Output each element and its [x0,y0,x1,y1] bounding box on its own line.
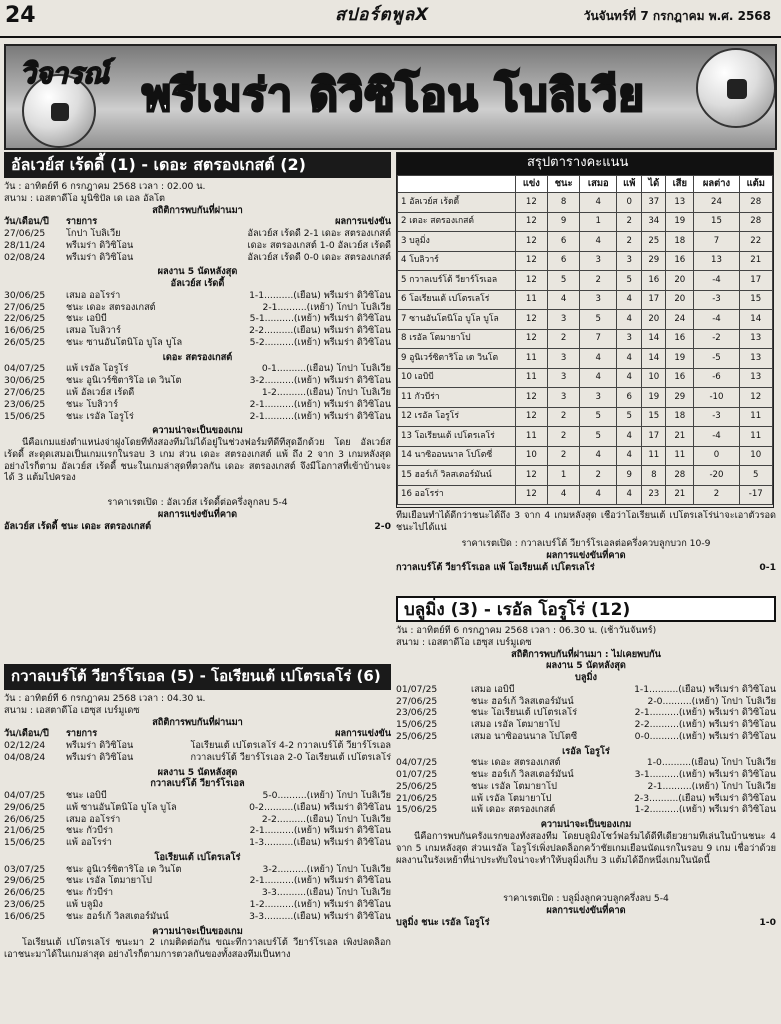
stat-cell: 22 [739,232,772,252]
stat-cell: 3 [547,349,580,369]
issue-date: วันจันทร์ที่ 7 กรกฎาคม พ.ศ. 2568 [583,9,771,23]
stat-cell: 15 [642,407,666,427]
match-2-date: วัน : อาทิตย์ที่ 6 กรกฎาคม 2568 เวลา : 04.30 น. [4,693,206,704]
standings-row [398,349,773,369]
stat-cell: 12 [516,193,548,213]
stat-cell: 4 [580,349,617,369]
stat-cell: 4 [617,427,642,447]
form-row: 04/07/25 แพ้ เรอัล โอรูโร่ 0-1..........(เยือน) โกปา โบลิเวีย [4,363,391,375]
stat-cell: 2 [547,446,580,466]
opening-price: ราคาเรตเปิด : อัลเวย์ส เร้ดดี้ต่อครึ่งลูกลบ 5-4 [107,497,288,509]
stat-cell: 20 [666,271,694,291]
match-1-date: วัน : อาทิตย์ที่ 6 กรกฎาคม 2568 เวลา : 02.00 น. [4,181,206,192]
stat-cell: 5 [580,427,617,447]
form-row: 30/06/25 เสมอ ออโรร่า 1-1..........(เยือน) พรีเมร่า ดิวิซิโอน [4,289,391,301]
match-2-continued [396,510,776,573]
stat-cell: 12 [516,251,548,271]
stat-cell: -6 [694,368,739,388]
stat-cell: 12 [516,232,548,252]
analysis-title: ความน่าจะเป็นของเกม [540,819,632,831]
stat-cell: 12 [516,310,548,330]
stat-cell: -5 [694,349,739,369]
form-team-a: อัลเวย์ส เร้ดดี้ [170,278,225,290]
stat-cell: 5 [580,407,617,427]
banner-label: วิจารณ์ [20,57,109,90]
stat-cell: 0 [694,446,739,466]
stat-cell: 1 [580,212,617,232]
stat-cell: 3 [547,368,580,388]
stat-cell: 17 [642,427,666,447]
analysis-continued: ทีมเยือนทำได้ดีกว่าชนะได้ถึง 3 จาก 4 เกมหลังสุด เชื่อว่าโอเรียนเต้ เปโตรเลโร่น่าจะเอาตัวรอดชนะไปได้แน่ [396,510,776,533]
form-row: 23/06/25 ชนะ โบลิวาร์ 2-1..........(เหย้า) พรีเมร่า ดิวิซิโอน [4,398,391,410]
stat-cell: -4 [694,427,739,447]
stat-cell: 5 [547,271,580,291]
form-title: ผลงาน 5 นัดหลังสุด [546,660,626,672]
form-title: ผลงาน 5 นัดหลังสุด [157,766,238,778]
stat-cell: 15 [739,290,772,310]
stat-cell: 7 [694,232,739,252]
stat-cell: 3 [547,388,580,408]
match-1-venue: สนาม : เอสตาดีโอ มูนิซิปัล เด เอล อัลโต [4,192,166,204]
form-row: 03/07/25 ชนะ อูนิเวร์ซิตาริโอ เด วินโต 3-2..........(เหย้า) โกปา โบลิเวีย [4,863,391,875]
form-row: 22/06/25 ชนะ เอบิบี 5-1..........(เหย้า) พรีเมร่า ดิวิซิโอน [4,313,391,325]
stat-cell: 4 [547,290,580,310]
form-row: 30/06/25 ชนะ อูนิเวร์ซิตาริโอ เด วินโต 3-2..........(เหย้า) พรีเมร่า ดิวิซิโอน [4,375,391,387]
form-row: 01/07/25 เสมอ เอบิบี 1-1..........(เยือน) พรีเมร่า ดิวิซิโอน [396,683,776,695]
stat-cell: -4 [694,271,739,291]
stat-cell: 16 [666,251,694,271]
stat-cell: 4 [617,485,642,505]
stat-cell: 21 [666,427,694,447]
stat-cell: 18 [666,232,694,252]
stat-cell: 12 [516,329,548,349]
prediction-score: 1-0 [759,916,776,928]
stat-cell: 11 [739,427,772,447]
h2h-row: 04/08/24 พรีเมร่า ดิวิซิโอน กวาลเบร์โต้ วียาร์โรเอล 2-0 โอเรียนเต้ เปโตรเลโร่ [4,751,391,763]
opening-price: ราคาเรตเปิด : บลูมิ่งลูกควบลูกครึ่งลบ 5-4 [503,893,669,905]
prediction-row [396,562,776,574]
match-3-date: วัน : อาทิตย์ที่ 6 กรกฎาคม 2568 เวลา : 06.30 น. (เช้าวันจันทร์) [396,625,657,636]
stat-cell: 5 [739,466,772,486]
stat-cell: -17 [739,485,772,505]
standings-body [398,193,773,505]
standings-row [398,193,773,213]
stat-cell: 5 [617,407,642,427]
stat-cell: 12 [516,212,548,232]
stat-cell: 4 [617,290,642,310]
team-cell: 16 ออโรร่า [398,485,516,505]
match-1-section [4,152,391,532]
match-3-venue: สนาม : เอสตาดีโอ เฮซุส เบร์มูเดซ [396,636,532,648]
page-header [0,0,781,38]
form-row: 01/07/25 ชนะ ฮอร์เก้ วิลสเตอร์มันน์ 3-1..........(เหย้า) พรีเมร่า ดิวิซิโอน [396,769,776,781]
h2h-title: สถิติการพบกันที่ผ่านมา [152,204,243,216]
h2h-row: 27/06/25 โกปา โบลิเวีย อัลเวย์ส เร้ดดี้ 2-1 เดอะ สตรองเกสต์ [4,228,391,240]
stat-cell: 2 [580,466,617,486]
stat-cell: 3 [580,251,617,271]
team-cell: 2 เดอะ สตรองเกสต์ [398,212,516,232]
match-2-title: กวาลเบร์โต้ วียาร์โรเอล (5) - โอเรียนเต้ เปโตรเลโร่ (6) [4,664,391,690]
stat-cell: 11 [516,368,548,388]
form-team-b: เรอัล โอรูโร่ [562,745,610,757]
stat-cell: 4 [580,193,617,213]
stat-cell: 2 [547,427,580,447]
stat-cell: 24 [666,310,694,330]
stat-cell: 3 [617,329,642,349]
stat-cell: 11 [516,290,548,310]
standings-row [398,251,773,271]
stat-cell: 4 [617,349,642,369]
standings-row [398,232,773,252]
standings-row [398,388,773,408]
stat-cell: 16 [666,368,694,388]
standings-grid [397,175,773,505]
standings-row [398,271,773,291]
team-cell: 1 อัลเวย์ส เร้ดดี้ [398,193,516,213]
team-cell: 7 ซานอันโตนิโอ บูโล บูโล [398,310,516,330]
form-row: 21/06/25 ชนะ กัวบีร่า 2-1..........(เหย้า) พรีเมร่า ดิวิซิโอน [4,825,391,837]
prediction-title: ผลการแข่งขันที่คาด [546,549,626,561]
stat-cell: 19 [666,212,694,232]
form-list-b [396,757,776,816]
stat-cell: 4 [617,446,642,466]
form-row: 27/06/25 ชนะ ฮอร์เก้ วิลสเตอร์มันน์ 2-0..........(เหย้า) โกปา โบลิเวีย [396,695,776,707]
h2h-header: วัน/เดือน/ปี รายการ ผลการแข่งขัน [4,216,391,228]
stat-cell: 8 [642,466,666,486]
stat-cell: 3 [580,388,617,408]
h2h-line: สถิติการพบกันที่ผ่านมา : ไม่เคยพบกัน [511,648,661,660]
stat-cell: 4 [547,485,580,505]
stat-cell: 14 [642,349,666,369]
stat-cell: -20 [694,466,739,486]
analysis-title: ความน่าจะเป็นของเกม [152,425,243,437]
stat-cell: 21 [666,485,694,505]
stat-cell: 14 [642,329,666,349]
prediction-text: อัลเวย์ส เร้ดดี้ ชนะ เดอะ สตรองเกสต์ [4,520,152,532]
analysis-text: โอเรียนเต้ เปโตรเลโร่ ชนะมา 2 เกมติดต่อกัน ขณะที่กวาลเบร์โต้ วียาร์โรเอล เพิ่งปลดล็อกเอาชนะมาได้ในเกมล่าสุด อย่างไรก็ตามการตวลกันของทั้งสองทีมเป็นทาง [4,937,391,961]
form-row: 26/06/25 เสมอ ออโรร่า 2-2..........(เยือน) โกปา โบลิเวีย [4,813,391,825]
publication-logo: สปอร์ตพูลX [335,5,430,25]
stat-cell: 4 [580,446,617,466]
h2h-list [4,740,391,764]
form-row: 15/06/25 เสมอ เรอัล โตมายาโป 2-2..........(เหย้า) พรีเมร่า ดิวิซิโอน [396,719,776,731]
stat-cell: 2 [547,407,580,427]
match-3-section [396,596,776,928]
form-row: 26/05/25 ชนะ ซานอันโตนิโอ บูโล บูโล 5-2..........(เหย้า) พรีเมร่า ดิวิซิโอน [4,336,391,348]
stat-cell: 2 [617,232,642,252]
stat-cell: 11 [739,407,772,427]
prediction-score: 0-1 [759,561,776,573]
stat-cell: 1 [547,466,580,486]
stat-cell: 3 [617,251,642,271]
team-cell: 6 โอเรียนเต้ เปโตรเลโร่ [398,290,516,310]
standings-table [396,152,774,508]
stat-cell: 16 [666,329,694,349]
form-row: 04/07/25 ชนะ เดอะ สตรองเกสต์ 1-0..........(เยือน) โกปา โบลิเวีย [396,757,776,769]
prediction-text: บลูมิ่ง ชนะ เรอัล โอรูโร่ [396,916,490,928]
team-cell: 14 นาซิออนนาล โปโตซี่ [398,446,516,466]
stat-cell: 7 [580,329,617,349]
h2h-row: 28/11/24 พรีเมร่า ดิวิซิโอน เดอะ สตรองเกสต์ 1-0 อัลเวย์ส เร้ดดี้ [4,239,391,251]
stat-cell: 28 [739,193,772,213]
standings-header: แข่ง ชนะ เสมอ แพ้ ได้ เสีย ผลต่าง แต้ม [398,176,773,193]
stat-cell: 3 [547,310,580,330]
standings-row [398,329,773,349]
form-row: 29/06/25 ชนะ เรอัล โตมายาโป 2-1..........(เหย้า) พรีเมร่า ดิวิซิโอน [4,875,391,887]
stat-cell: 13 [739,368,772,388]
stat-cell: 29 [666,388,694,408]
stat-cell: 11 [516,349,548,369]
stat-cell: 12 [516,271,548,291]
stat-cell: 2 [580,271,617,291]
stat-cell: 13 [739,349,772,369]
analysis-title: ความน่าจะเป็นของเกม [152,925,243,937]
stat-cell: 14 [739,310,772,330]
stat-cell: 28 [666,466,694,486]
team-cell: 9 อูนิเวร์ซิตาริโอ เด วินโต [398,349,516,369]
form-team-b: โอเรียนเต้ เปโตรเลโร่ [154,851,241,863]
form-row: 26/06/25 ชนะ กัวบีร่า 3-3..........(เยือน) โกปา โบลิเวีย [4,887,391,899]
prediction-row [396,917,776,929]
stat-cell: 4 [580,232,617,252]
standings-row [398,290,773,310]
stat-cell: 4 [617,310,642,330]
form-row: 21/06/25 แพ้ เรอัล โตมายาโป 2-3..........(เยือน) พรีเมร่า ดิวิซิโอน [396,792,776,804]
stat-cell: 10 [642,368,666,388]
standings-title: สรุปตารางคะแนน [397,153,773,175]
stat-cell: 20 [642,310,666,330]
form-row: 04/07/25 ชนะ เอบิบี 5-0..........(เหย้า) โกปา โบลิเวีย [4,790,391,802]
form-list-b [4,864,391,923]
stat-cell: 5 [580,310,617,330]
team-cell: 8 เรอัล โตมายาโป [398,329,516,349]
stat-cell: 10 [516,446,548,466]
stat-cell: 8 [547,193,580,213]
form-row: 15/06/25 แพ้ ออโรร่า 1-3..........(เยือน) พรีเมร่า ดิวิซิโอน [4,837,391,849]
stat-cell: 2 [617,212,642,232]
form-row: 15/06/25 แพ้ เดอะ สตรองเกสต์ 1-2..........(เหย้า) พรีเมร่า ดิวิซิโอน [396,804,776,816]
form-list-a [4,290,391,349]
prediction-text: กวาลเบร์โต้ วียาร์โรเอล แพ้ โอเรียนเต้ เปโตรเลโร่ [396,561,595,573]
stat-cell: 2 [547,329,580,349]
team-cell: 12 เรอัล โอรูโร่ [398,407,516,427]
stat-cell: -2 [694,329,739,349]
stat-cell: 5 [617,271,642,291]
standings-row [398,427,773,447]
stat-cell: 10 [739,446,772,466]
prediction-title: ผลการแข่งขันที่คาด [546,904,626,916]
stat-cell: 12 [516,407,548,427]
opening-price: ราคาเรตเปิด : กวาลเบร์โต้ วียาร์โรเอลต่อครึ่งควบลูกบวก 10-9 [461,538,711,549]
stat-cell: 6 [547,232,580,252]
form-row: 15/06/25 ชนะ เรอัล โอรูโร่ 2-1..........(เหย้า) พรีเมร่า ดิวิซิโอน [4,410,391,422]
h2h-list [4,228,391,263]
form-row: 25/06/25 เสมอ นาซิออนนาล โปโตซี่ 0-0..........(เหย้า) พรีเมร่า ดิวิซิโอน [396,730,776,742]
team-cell: 5 กวาลเบร์โต้ วียาร์โรเอล [398,271,516,291]
stat-cell: 3 [580,290,617,310]
analysis-text: นี่คือเกมแย่งตำแหน่งจ่าฝูงโดยที่ทั้งสองทีมไม่ได้อยู่ในช่วงฟอร์มที่ดีที่สุดอีกด้วย โดย อัลเวย์ส เร้ดดี้ สะดุดเสมอเป็นเกมแรกในรอบ 3 เกม ส่วน เดอะ สตรองเกสต์ แพ้ ถึง 2 จาก 3 เกมหลังสุด อย่างไรก็ตาม อัลเวย์ส เร้ดดี้ ชนะในเกมล่าสุดที่ตวลกัน เดอะ สตรองเกสต์ จึงมีโอกาสที่เข้าบ้านจะได้ 3 แต้มไปครอง [4,437,391,484]
stat-cell: 16 [642,271,666,291]
standings-row [398,310,773,330]
stat-cell: 12 [516,466,548,486]
team-cell: 4 โบลิวาร์ [398,251,516,271]
banner-title: พรีเมร่า ดิวิซิโอน โบลิเวีย [142,70,645,121]
form-row: 27/06/25 แพ้ อัลเวย์ส เร้ดดี้ 1-2..........(เยือน) โกปา โบลิเวีย [4,387,391,399]
stat-cell: 11 [516,427,548,447]
form-team-a: กวาลเบร์โต้ วียาร์โรเอล [150,778,245,790]
form-row: 29/06/25 แพ้ ซานอันโตนิโอ บูโล บูโล 0-2..........(เยือน) พรีเมร่า ดิวิซิโอน [4,801,391,813]
form-row: 27/06/25 ชนะ เดอะ สตรองเกสต์ 2-1..........(เหย้า) โกปา โบลิเวีย [4,301,391,313]
match-3-title: บลูมิ่ง (3) - เรอัล โอรูโร่ (12) [396,596,776,622]
stat-cell: 23 [642,485,666,505]
stat-cell: 20 [666,290,694,310]
h2h-header: วัน/เดือน/ปี รายการ ผลการแข่งขัน [4,728,391,740]
form-list-b [4,363,391,422]
stat-cell: 11 [642,446,666,466]
standings-row [398,485,773,505]
stat-cell: 19 [642,388,666,408]
stat-cell: 28 [739,212,772,232]
page-number: 24 [5,3,36,28]
h2h-row: 02/08/24 พรีเมร่า ดิวิซิโอน อัลเวย์ส เร้ดดี้ 0-0 เดอะ สตรองเกสต์ [4,251,391,263]
standings-row [398,446,773,466]
stat-cell: 2 [694,485,739,505]
team-cell: 11 กัวบีร่า [398,388,516,408]
form-team-b: เดอะ สตรองเกสต์ [162,351,233,363]
form-list-a [4,790,391,849]
stat-cell: 13 [666,193,694,213]
form-team-a: บลูมิ่ง [574,672,597,684]
stat-cell: 4 [580,485,617,505]
form-title: ผลงาน 5 นัดหลังสุด [157,266,238,278]
form-row: 23/06/25 แพ้ บลูมิ่ง 1-2..........(เหย้า) พรีเมร่า ดิวิซิโอน [4,899,391,911]
team-cell: 13 โอเรียนเต้ เปโตรเลโร่ [398,427,516,447]
stat-cell: 9 [547,212,580,232]
stat-cell: 0 [617,193,642,213]
stat-cell: -4 [694,310,739,330]
stat-cell: 34 [642,212,666,232]
form-row: 23/06/25 ชนะ โอเรียนเต้ เปโตรเลโร่ 2-1..........(เหย้า) พรีเมร่า ดิวิซิโอน [396,707,776,719]
title-banner [4,44,777,150]
prediction-row [4,521,391,533]
stat-cell: 17 [739,271,772,291]
match-2-venue: สนาม : เอสตาดีโอ เฮซุส เบร์มูเดซ [4,704,140,716]
stat-cell: 9 [617,466,642,486]
stat-cell: 4 [580,368,617,388]
stat-cell: 6 [617,388,642,408]
h2h-title: สถิติการพบกันที่ผ่านมา [152,716,243,728]
stat-cell: 11 [666,446,694,466]
stat-cell: -3 [694,290,739,310]
stat-cell: 19 [666,349,694,369]
analysis-text: นี่คือการพบกันครั้งแรกของทั้งสองทีม โดยบลูมิ่งโชว์ฟอร์มได้ดีที่เดียวยามที่เล่นในบ้านชนะ 4 จาก 5 เกมหลังสุด ส่วนเรอัล โอรูโร่เพิ่งปลดล็อกคว้าชัยเกมเยือนนัดแรกในรอบ 9 เกม เชื่อว่าด้วยผลงานในรังเหย้าที่น่าประทับใจน่าจะทำให้บลูมิ่งเก็บ 3 แต้มได้อีกหนึ่งเกมในนัดนี้ [396,831,776,866]
team-cell: 3 บลูมิ่ง [398,232,516,252]
prediction-title: ผลการแข่งขันที่คาด [157,508,238,520]
standings-row [398,368,773,388]
stat-cell: 25 [642,232,666,252]
stat-cell: 21 [739,251,772,271]
standings-row [398,212,773,232]
stat-cell: 4 [617,368,642,388]
stat-cell: 17 [642,290,666,310]
stat-cell: 12 [516,485,548,505]
team-cell: 15 ฮอร์เก้ วิลสเตอร์มันน์ [398,466,516,486]
form-list-a [396,684,776,743]
stat-cell: 6 [547,251,580,271]
stat-cell: 13 [739,329,772,349]
stat-cell: 12 [739,388,772,408]
standings-row [398,466,773,486]
stat-cell: 37 [642,193,666,213]
prediction-score: 2-0 [374,520,391,532]
stat-cell: -10 [694,388,739,408]
stat-cell: 18 [666,407,694,427]
stat-cell: 12 [516,388,548,408]
match-1-title: อัลเวย์ส เร้ดดี้ (1) - เดอะ สตรองเกสต์ (2) [4,152,391,178]
standings-row [398,407,773,427]
soccer-ball-icon [696,48,776,128]
form-row: 16/06/25 เสมอ โบลิวาร์ 2-2..........(เยือน) พรีเมร่า ดิวิซิโอน [4,325,391,337]
stat-cell: 29 [642,251,666,271]
stat-cell: -3 [694,407,739,427]
match-2-section [4,664,391,961]
h2h-row: 02/12/24 พรีเมร่า ดิวิซิโอน โอเรียนเต้ เปโตรเลโร่ 4-2 กวาลเบร์โต้ วียาร์โรเอล [4,740,391,752]
team-cell: 10 เอบิบี [398,368,516,388]
stat-cell: 13 [694,251,739,271]
stat-cell: 15 [694,212,739,232]
form-row: 16/06/25 ชนะ ฮอร์เก้ วิลสเตอร์มันน์ 3-3..........(เยือน) พรีเมร่า ดิวิซิโอน [4,910,391,922]
form-row: 25/06/25 ชนะ เรอัล โตมายาโป 2-1..........(เหย้า) โกปา โบลิเวีย [396,780,776,792]
stat-cell: 24 [694,193,739,213]
